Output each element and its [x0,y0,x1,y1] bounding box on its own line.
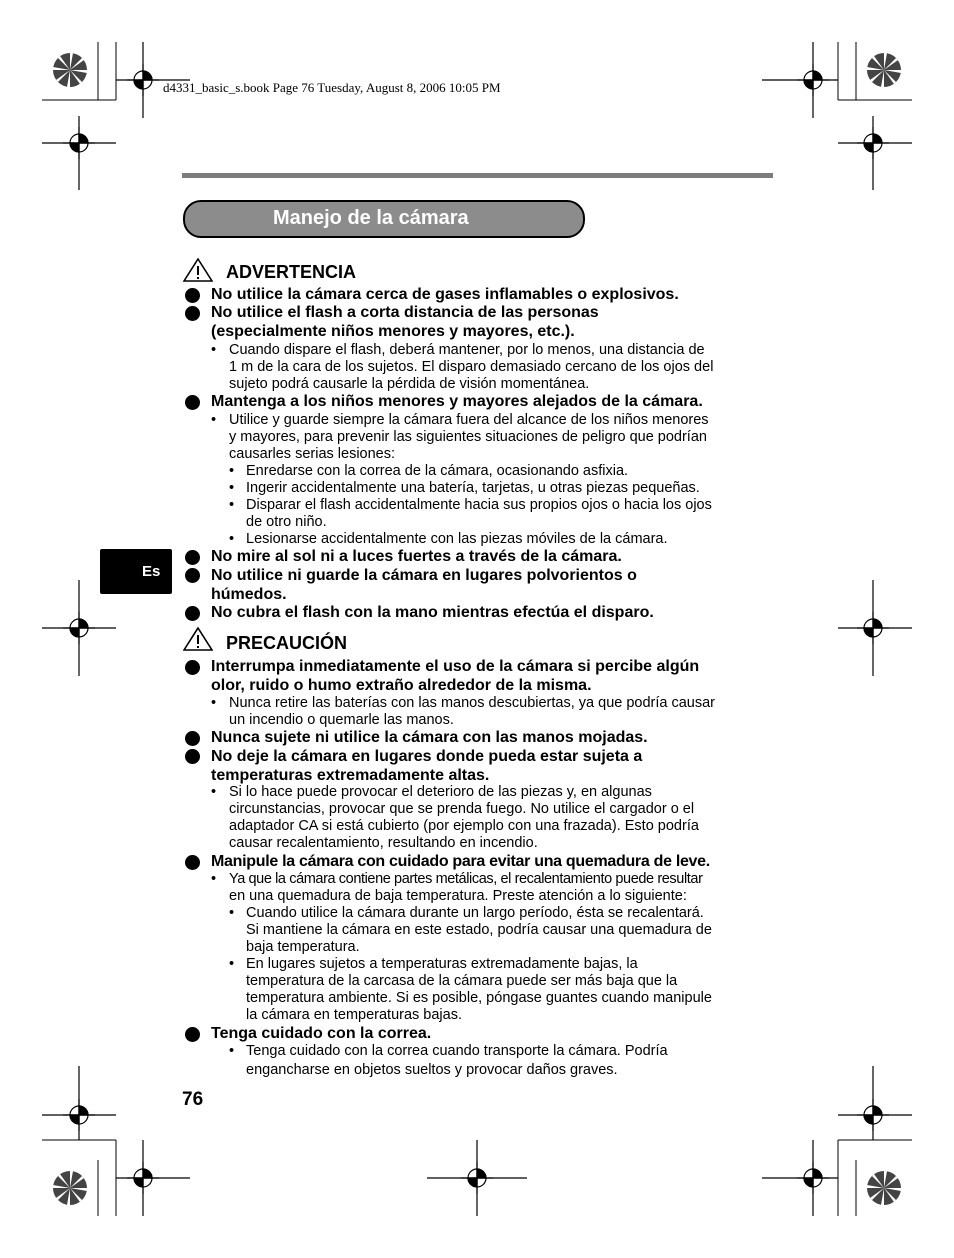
warning-item: Mantenga a los niños menores y mayores alejados de la cámara. [211,393,703,410]
note-line: en una quemadura de baja temperatura. Preste atención a lo siguiente: [229,888,687,904]
note-line: Cuando dispare el flash, deberá mantener, por lo menos, una distancia de [229,342,705,358]
page-title: Manejo de la cámara [273,207,469,229]
caution-heading: PRECAUCIÓN [226,633,348,653]
warning-item-cont: húmedos. [211,586,287,603]
sub-note-line: de otro niño. [246,514,327,530]
sub-note-line: engancharse en objetos sueltos y provocar daños graves. [246,1062,618,1078]
sub-note-line: En lugares sujetos a temperaturas extremadamente bajas, la [246,956,638,972]
warning-icon [183,258,213,282]
caution-item: Interrumpa inmediatamente el uso de la cámara si percibe algún [211,658,700,675]
bullet [185,606,200,621]
bullet [185,1027,200,1042]
note-line: causar recalentamiento, resultando en incendio. [229,835,538,851]
note-line: Ya que la cámara contiene partes metálicas, el recalentamiento puede resultar [229,871,703,887]
note-line: adaptador CA si está cubierto (por ejemplo con una frazada). Esto podría [229,818,699,834]
caution-item: Manipule la cámara con cuidado para evitar una quemadura de leve. [211,853,710,870]
bullet [185,306,200,321]
warning-item: No cubra el flash con la mano mientras efectúa el disparo. [211,604,654,621]
sub-note-line: Tenga cuidado con la correa cuando transporte la cámara. Podría [246,1043,668,1059]
sub-note-line: Si mantiene la cámara en este estado, podría causar una quemadura de [246,922,712,938]
caution-item: Tenga cuidado con la correa. [211,1025,432,1042]
note-line: sujeto podrá causarle la pérdida de visión momentánea. [229,376,590,392]
sub-note-line: Ingerir accidentalmente una batería, tarjetas, u otras piezas pequeñas. [246,480,700,496]
bullet [185,749,200,764]
bullet [185,550,200,565]
note-line: un incendio o quemarle las manos. [229,712,454,728]
sub-note-line: Enredarse con la correa de la cámara, ocasionando asfixia. [246,463,629,479]
caution-item: Nunca sujete ni utilice la cámara con las manos mojadas. [211,729,648,746]
sub-note-line: temperatura ambiente. Si es posible, póngase guantes cuando manipule [246,990,712,1006]
bullet [185,660,200,675]
note-line: causarles serias lesiones: [229,446,396,462]
caution-item-cont: temperaturas extremadamente altas. [211,767,490,784]
note-line: y mayores, para prevenir las siguientes situaciones de peligro que podrían [229,429,707,445]
bullet [185,288,200,303]
sub-note-line: Cuando utilice la cámara durante un largo período, ésta se recalentará. [246,905,704,921]
bullet [185,855,200,870]
sub-note-line: la cámara en temperaturas bajas. [246,1007,462,1023]
warning-heading: ADVERTENCIA [226,262,357,282]
warning-item: No utilice la cámara cerca de gases inflamables o explosivos. [211,286,679,303]
caution-item-cont: olor, ruido o humo extraño alrededor de la misma. [211,677,592,694]
note-line: Si lo hace puede provocar el deterioro de las piezas y, en algunas [229,784,652,800]
language-tab [100,549,172,594]
print-header: d4331_basic_s.book Page 76 Tuesday, August 8, 2006 10:05 PM [163,80,501,95]
note-line: circunstancias, provocar que se prenda fuego. No utilice el cargador o el [229,801,695,817]
note-line: Utilice y guarde siempre la cámara fuera del alcance de los niños menores [229,412,709,428]
sub-note-line: baja temperatura. [246,939,360,955]
bullet [185,731,200,746]
sub-note-line: temperatura de la carcasa de la cámara puede ser más baja que la [246,973,678,989]
warning-item: No utilice ni guarde la cámara en lugares polvorientos o [211,567,637,584]
language-tab-label: Es [142,563,161,580]
note-line: Nunca retire las baterías con las manos descubiertas, ya que podría causar [229,695,716,711]
sub-note-line: Lesionarse accidentalmente con las piezas móviles de la cámara. [246,531,668,547]
warning-item: No mire al sol ni a luces fuertes a través de la cámara. [211,548,622,565]
section-title-banner [183,200,585,238]
note-line: 1 m de la cara de los sujetos. El disparo demasiado cercano de los ojos del [229,359,714,375]
warning-item: No utilice el flash a corta distancia de las personas [211,304,599,321]
bullet [185,568,200,583]
caution-item: No deje la cámara en lugares donde pueda estar sujeta a [211,748,643,765]
page-number: 76 [182,1089,204,1110]
top-rule [182,173,773,178]
caution-icon [183,627,213,651]
warning-item-cont: (especialmente niños menores y mayores, etc.). [211,323,575,340]
bullet [185,395,200,410]
sub-note-line: Disparar el flash accidentalmente hacia sus propios ojos o hacia los ojos [246,497,712,513]
